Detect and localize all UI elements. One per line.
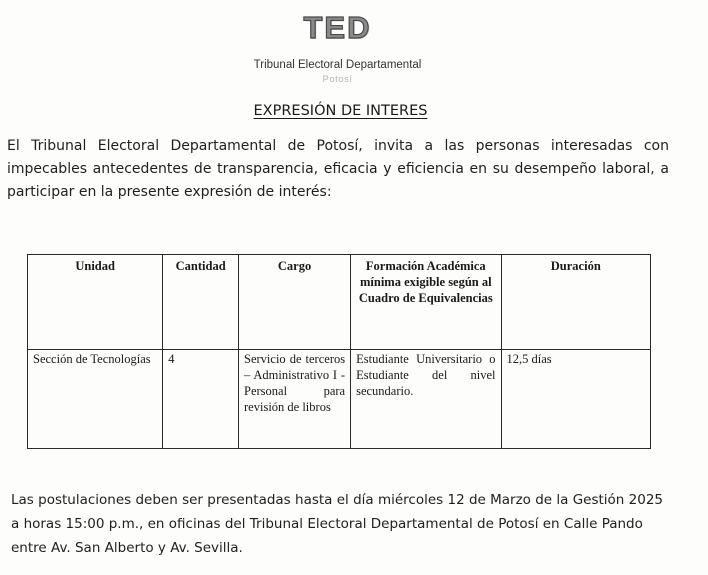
header-cantidad: Cantidad — [163, 255, 239, 350]
header-unidad: Unidad — [28, 255, 163, 350]
table-header-row — [28, 255, 651, 350]
deadline-paragraph: Las postulaciones deben ser presentadas hasta el día miércoles 12 de Marzo de la Gestión 2025 a horas 15:00 p.m., en oficinas del Tribunal Electoral Departamental de Potosí en Calle Pando entre Av. San Alberto y Av. Sevilla. — [11, 492, 664, 556]
organization-city: Potosí — [322, 74, 353, 85]
cell-formacion: Estudiante Universitario o Estudiante del nivel secundario. — [351, 350, 501, 449]
cell-cantidad: 4 — [163, 350, 239, 449]
ted-logo: TED — [303, 10, 372, 45]
organization-name: Tribunal Electoral Departamental — [253, 59, 422, 71]
positions-table — [27, 254, 651, 449]
cell-cargo: Servicio de terceros – Administrativo I - Personal para revisión de libros — [239, 350, 351, 449]
header-cargo: Cargo — [239, 255, 351, 350]
header-duracion: Duración — [501, 255, 650, 350]
header-formacion: Formación Académica mínima exigible según al Cuadro de Equivalencias — [351, 255, 501, 350]
table-row — [28, 350, 651, 449]
cell-duracion: 12,5 días — [501, 350, 650, 449]
intro-paragraph: El Tribunal Electoral Departamental de Potosí, invita a las personas interesadas con impecables antecedentes de transparencia, eficacia y eficiencia en su desempeño laboral, a participar en la presente expresión de interés: — [7, 138, 669, 200]
cell-unidad: Sección de Tecnologías — [28, 350, 163, 449]
document-title: EXPRESIÓN DE INTERES — [253, 103, 428, 119]
